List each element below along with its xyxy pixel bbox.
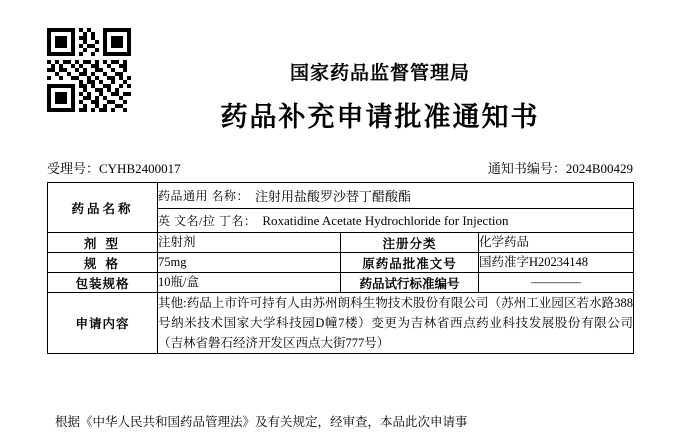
dosage-form-value: 注射剂: [158, 233, 341, 253]
generic-name-row: [158, 183, 633, 208]
table-row: [48, 293, 634, 354]
spec-value: 75mg: [158, 253, 341, 273]
qr-code: [47, 28, 131, 112]
application-content-value: 其他:药品上市许可持有人由苏州朗科生物技术股份有限公司（苏州工业园区若水路388号纳米技术国家大学科技园D幢7楼）变更为吉林省西点药业科技发展股份有限公司（吉林省磐石经济开发区西点大街777号）: [158, 293, 634, 354]
page-title: 药品补充申请批准通知书: [220, 102, 540, 133]
organization-title: 国家药品监督管理局: [289, 62, 470, 84]
acceptance-number: 受理号：CYHB2400017: [47, 161, 181, 176]
approval-table: [47, 182, 634, 354]
notice-number: 通知书编号：2024B00429: [487, 161, 633, 176]
register-category-value: 化学药品: [479, 233, 634, 253]
approval-number-label: 原药品批准文号: [341, 253, 479, 273]
standard-number-label: 药品试行标准编号: [341, 273, 479, 293]
english-name-key: 英 文名/拉 丁名：: [158, 214, 257, 228]
spec-label: 规 格: [48, 253, 158, 273]
package-spec-value: 10瓶/盒: [158, 273, 341, 293]
drug-name-cell: [158, 183, 634, 209]
table-row: [48, 183, 634, 209]
table-row: [48, 273, 634, 293]
english-name-value: Roxatidine Acetate Hydrochloride for Injection: [262, 212, 509, 228]
standard-number-value: ————: [479, 273, 634, 293]
package-spec-label: 包装规格: [48, 273, 158, 293]
approval-number-value: 国药准字H20234148: [479, 253, 634, 273]
generic-name-value: 注射用盐酸罗沙替丁醋酸酯: [255, 189, 412, 204]
meta-row: [47, 158, 633, 178]
dosage-form-label: 剂 型: [48, 233, 158, 253]
drug-name-label: 药品名称: [48, 183, 158, 233]
table-row: [48, 253, 634, 273]
table-row: [48, 233, 634, 253]
generic-name-key: 药品通用 名称：: [158, 189, 250, 203]
document-header: [150, 60, 610, 136]
application-content-label: 申请内容: [48, 293, 158, 354]
conclusion-text: 根据《中华人民共和国药品管理法》及有关规定，经审查，本品此次申请事: [55, 415, 468, 429]
register-category-label: 注册分类: [341, 233, 479, 253]
english-name-cell: [158, 209, 634, 233]
english-name-row: [158, 209, 633, 232]
